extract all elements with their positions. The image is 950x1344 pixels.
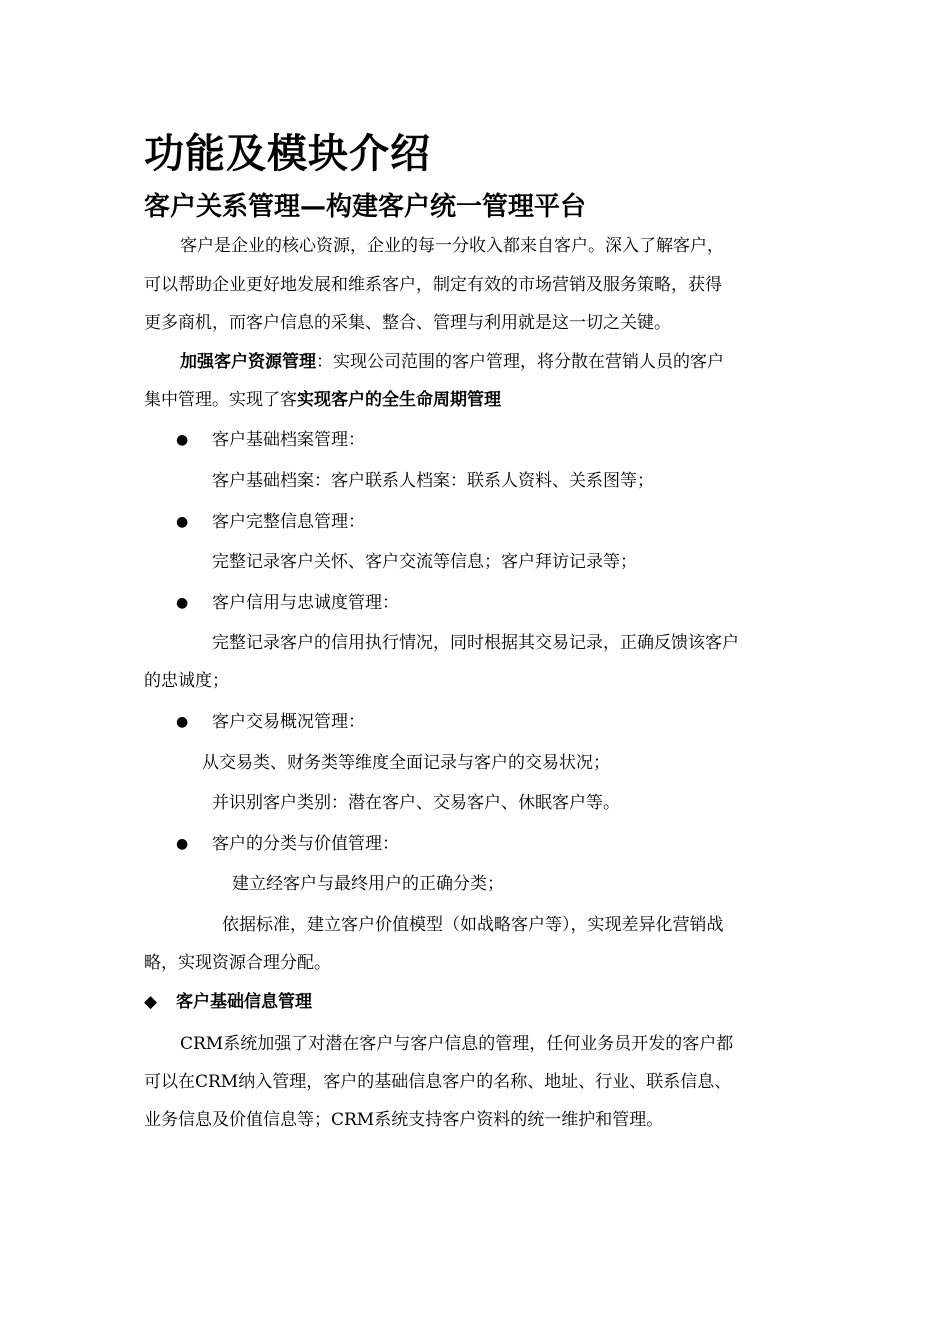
item-2-detail: 完整记录客户关怀、客户交流等信息；客户拜访记录等； bbox=[212, 552, 637, 572]
intro-line-3: 更多商机，而客户信息的采集、整合、管理与利用就是这一切之关键。 bbox=[144, 313, 671, 333]
item-1-title: 客户基础档案管理： bbox=[212, 430, 365, 450]
subsection-heading: 客户基础信息管理 bbox=[176, 992, 312, 1012]
intro-line-1: 客户是企业的核心资源，企业的每一分收入都来自客户。深入了解客户， bbox=[180, 236, 724, 256]
section-line-1: CRM系统加强了对潜在客户与客户信息的管理，任何业务员开发的客户都 bbox=[180, 1034, 734, 1054]
item-5-detail-line-3: 略，实现资源合理分配。 bbox=[144, 953, 331, 973]
item-1-detail: 客户基础档案：客户联系人档案：联系人资料、关系图等； bbox=[212, 471, 654, 491]
intro-line-2: 可以帮助企业更好地发展和维系客户，制定有效的市场营销及服务策略，获得 bbox=[144, 275, 722, 295]
enhance-bold-lead: 加强客户资源管理 bbox=[180, 352, 316, 372]
item-4-title: 客户交易概况管理： bbox=[212, 712, 365, 732]
item-5-detail-line-1: 建立经客户与最终用户的正确分类； bbox=[232, 874, 504, 894]
item-2-title: 客户完整信息管理： bbox=[212, 512, 365, 532]
bullet-icon: ● bbox=[176, 432, 189, 448]
section-line-3: 业务信息及价值信息等；CRM系统支持客户资料的统一维护和管理。 bbox=[144, 1110, 664, 1130]
item-4-detail-line-2: 并识别客户类别：潜在客户、交易客户、休眠客户等。 bbox=[212, 793, 620, 813]
enhance-line-1 bbox=[180, 342, 724, 382]
section-line-2: 可以在CRM纳入管理，客户的基础信息客户的名称、地址、行业、联系信息、 bbox=[144, 1072, 732, 1092]
diamond-icon: ◆ bbox=[144, 992, 158, 1012]
item-3-detail-line-2: 的忠诚度； bbox=[144, 671, 229, 691]
enhance-line-2 bbox=[144, 380, 501, 420]
enhance-line-2-pre: 集中管理。实现了客 bbox=[144, 390, 297, 410]
page-title: 功能及模块介绍 bbox=[144, 131, 431, 177]
bullet-icon: ● bbox=[176, 836, 189, 852]
enhance-line-1-rest: ：实现公司范围的客户管理，将分散在营销人员的客户 bbox=[316, 352, 724, 372]
enhance-bold-lifecycle: 实现客户的全生命周期管理 bbox=[297, 390, 501, 410]
bullet-icon: ● bbox=[176, 714, 189, 730]
item-3-title: 客户信用与忠诚度管理： bbox=[212, 593, 399, 613]
item-5-title: 客户的分类与价值管理： bbox=[212, 834, 399, 854]
item-4-detail-line-1: 从交易类、财务类等维度全面记录与客户的交易状况； bbox=[202, 753, 610, 773]
section-heading: 客户关系管理—构建客户统一管理平台 bbox=[144, 192, 587, 222]
bullet-icon: ● bbox=[176, 514, 189, 530]
item-5-detail-line-2: 依据标准，建立客户价值模型（如战略客户等），实现差异化营销战 bbox=[222, 915, 724, 935]
bullet-icon: ● bbox=[176, 595, 189, 611]
item-3-detail-line-1: 完整记录客户的信用执行情况，同时根据其交易记录，正确反馈该客户 bbox=[212, 633, 739, 653]
